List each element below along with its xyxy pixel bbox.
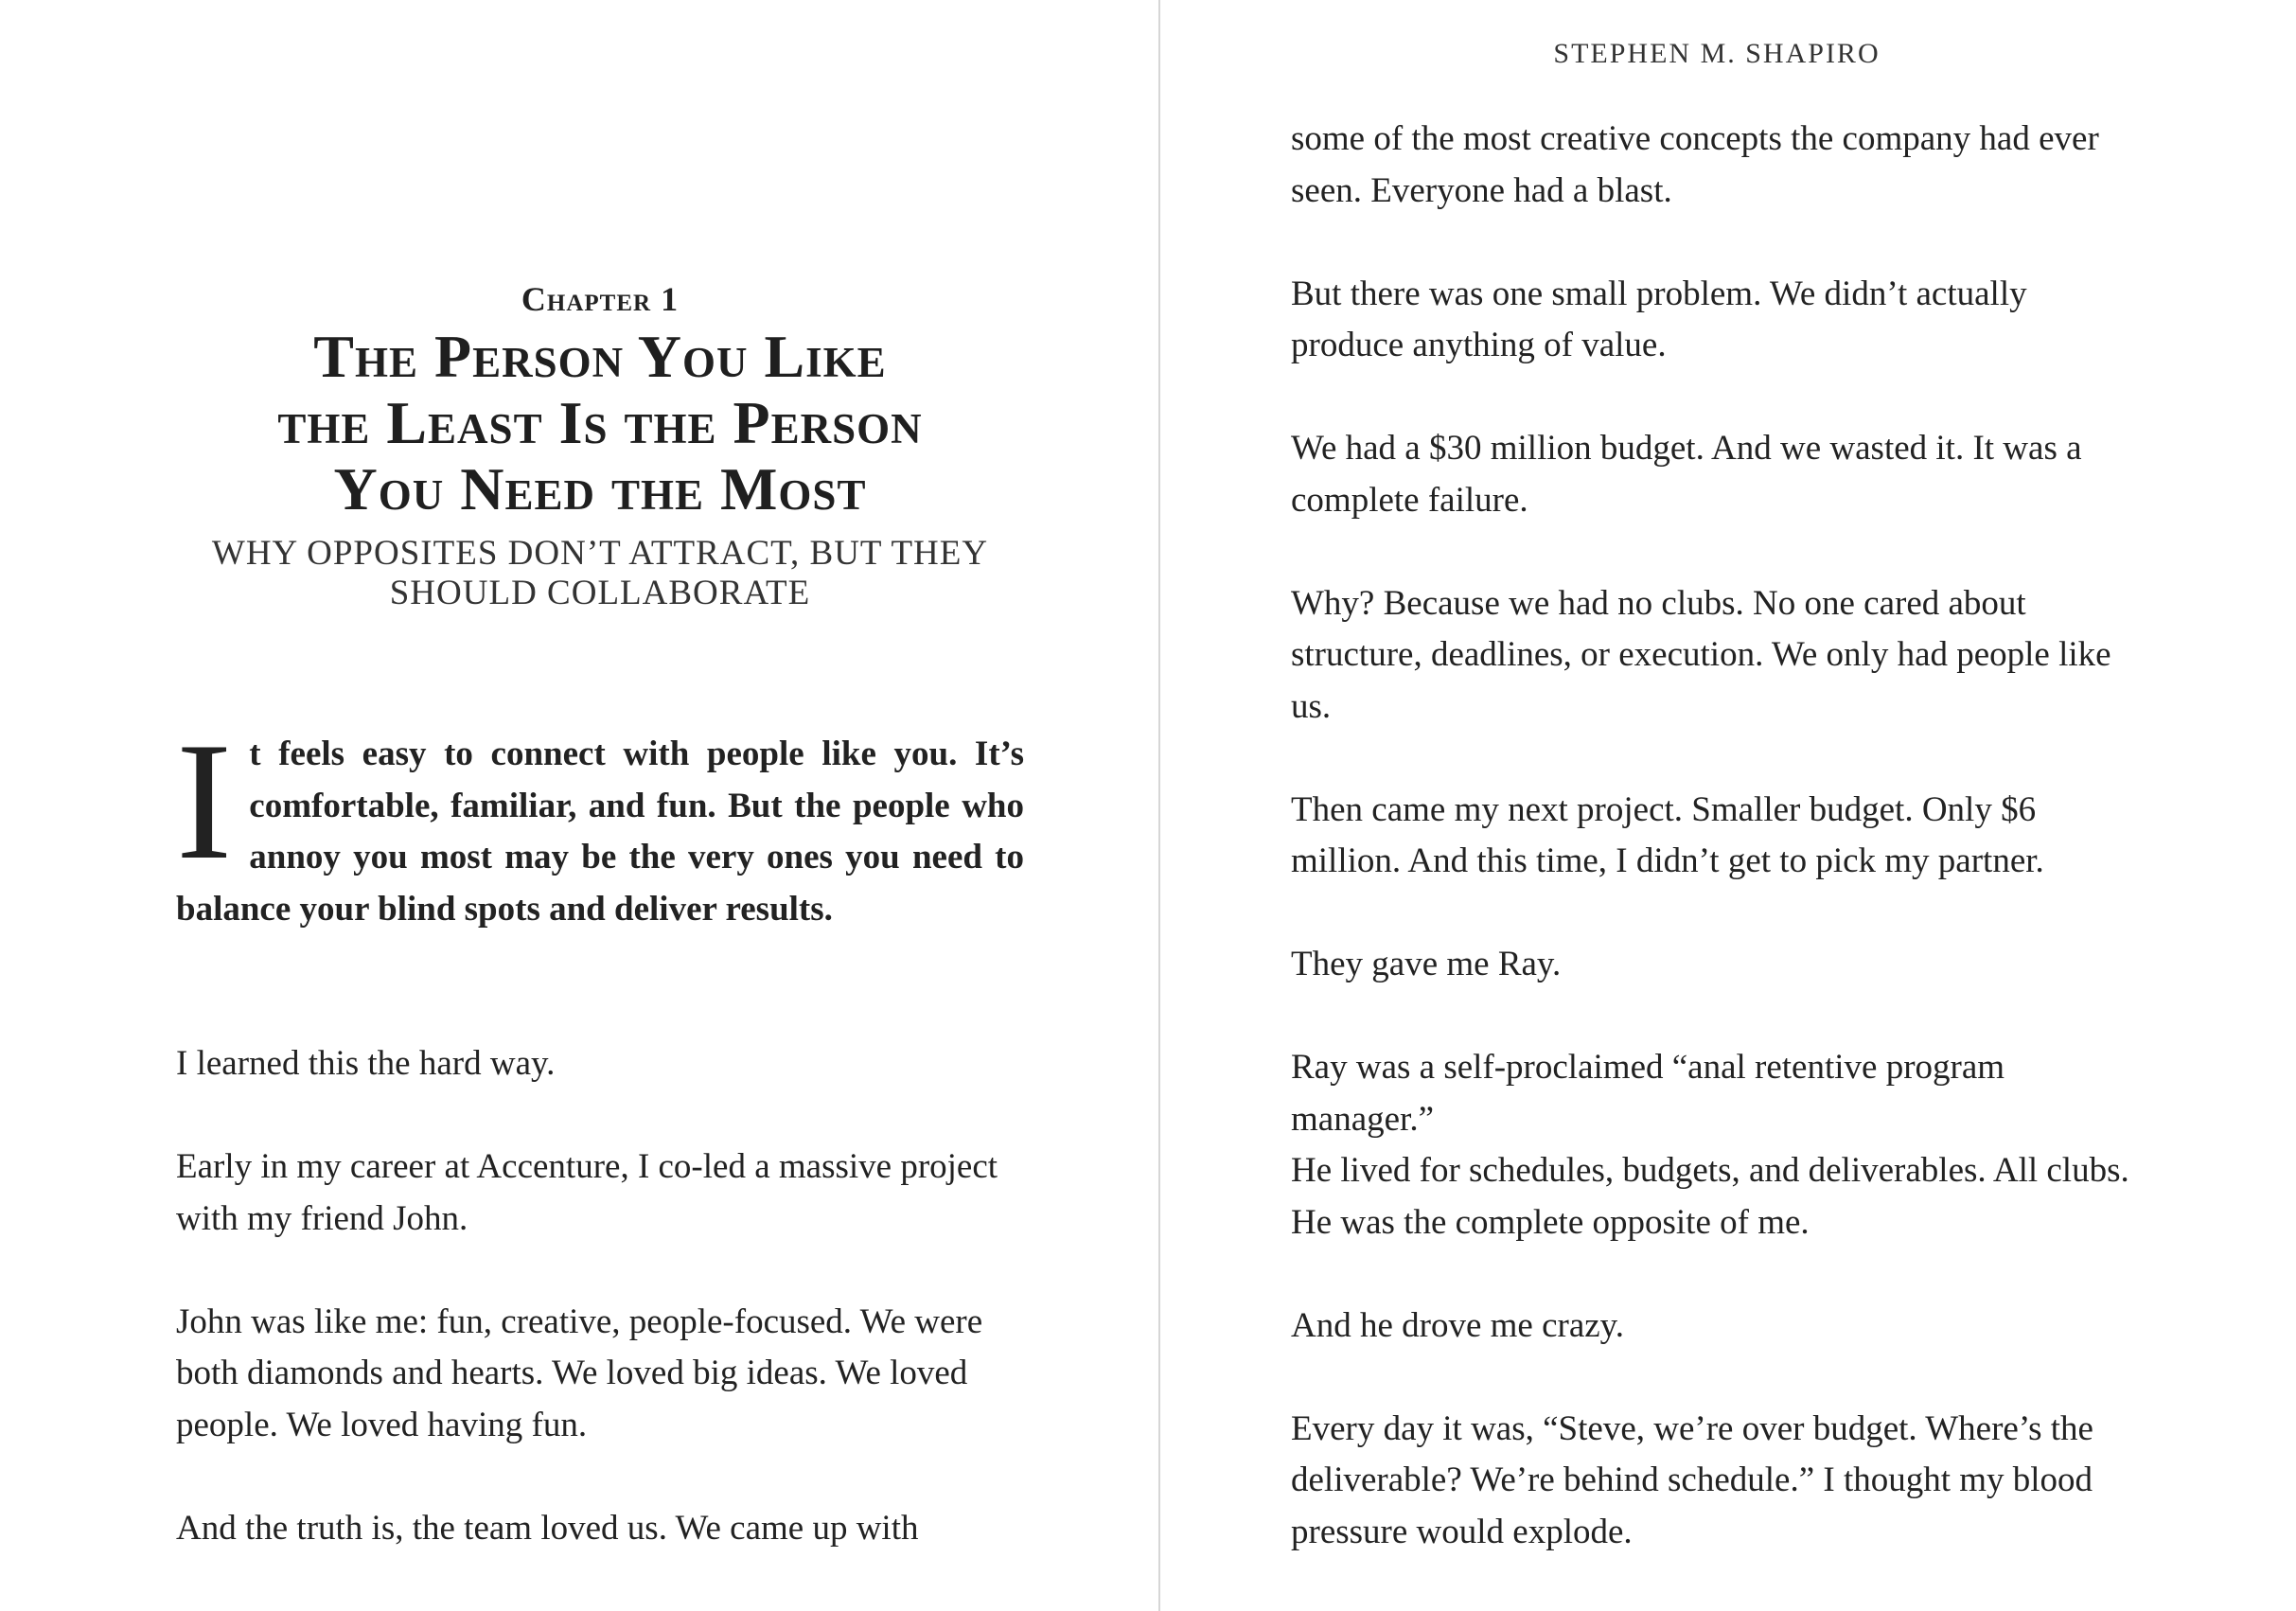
left-page-body (176, 1038, 1024, 1606)
chapter-subtitle (176, 534, 1024, 613)
chapter-title-line: The Person You Like (313, 323, 887, 390)
running-head-author: STEPHEN M. SHAPIRO (1553, 38, 1881, 69)
body-paragraph: some of the most creative concepts the company had ever seen. Everyone had a blast. (1291, 119, 2099, 210)
body-paragraph: John was like me: fun, creative, people-focused. We were both diamonds and hearts. We loved big ideas. We loved people. We loved having fun. (176, 1301, 983, 1444)
body-paragraph: We had a $30 million budget. And we wasted it. It was a complete failure. (1291, 429, 2082, 520)
body-paragraph: I learned this the hard way. (176, 1044, 556, 1083)
chapter-title (176, 324, 1024, 522)
chapter-subtitle-line: SHOULD COLLABORATE (389, 574, 811, 612)
lead-paragraph (176, 707, 1024, 935)
body-paragraph: Why? Because we had no clubs. No one cared about structure, deadlines, or execution. We only had people like us. (1291, 583, 2111, 726)
page-gutter-divider (1158, 0, 1160, 1611)
body-paragraph: And he drove me crazy. (1291, 1305, 1625, 1345)
chapter-heading (176, 276, 1024, 613)
body-paragraph: He lived for schedules, budgets, and deliverables. All clubs. He was the complete opposite of me. (1291, 1151, 2129, 1242)
body-paragraph: Early in my career at Accenture, I co-led a massive project with my friend John. (176, 1147, 998, 1238)
drop-cap: I (176, 707, 233, 894)
chapter-title-line: the Least Is the Person (277, 389, 923, 456)
body-paragraph: And the truth is, the team loved us. We came up with (176, 1508, 919, 1548)
body-paragraph: Ray was a self-proclaimed “anal retentive program manager.” (1291, 1048, 2005, 1139)
body-paragraph: But there was one small problem. We didn’t actually produce anything of value. (1291, 274, 2027, 364)
chapter-label: Chapter 1 (521, 280, 680, 318)
lead-text: t feels easy to connect with people like you. It’s comfortable, familiar, and fun. But the people who annoy you most may be the very ones you need to balance your blind spots and deliver results. (176, 735, 1024, 929)
right-page-body (1291, 114, 2143, 1610)
body-paragraph: Then came my next project. Smaller budget. Only $6 million. And this time, I didn’t get to pick my partner. (1291, 789, 2044, 880)
body-paragraph: They gave me Ray. (1291, 945, 1562, 983)
chapter-subtitle-line: WHY OPPOSITES DON’T ATTRACT, BUT THEY (211, 534, 989, 573)
body-paragraph: Every day it was, “Steve, we’re over budget. Where’s the deliverable? We’re behind schedule.” I thought my blood pressure would explode. (1291, 1408, 2093, 1551)
chapter-title-line: You Need the Most (333, 455, 867, 522)
